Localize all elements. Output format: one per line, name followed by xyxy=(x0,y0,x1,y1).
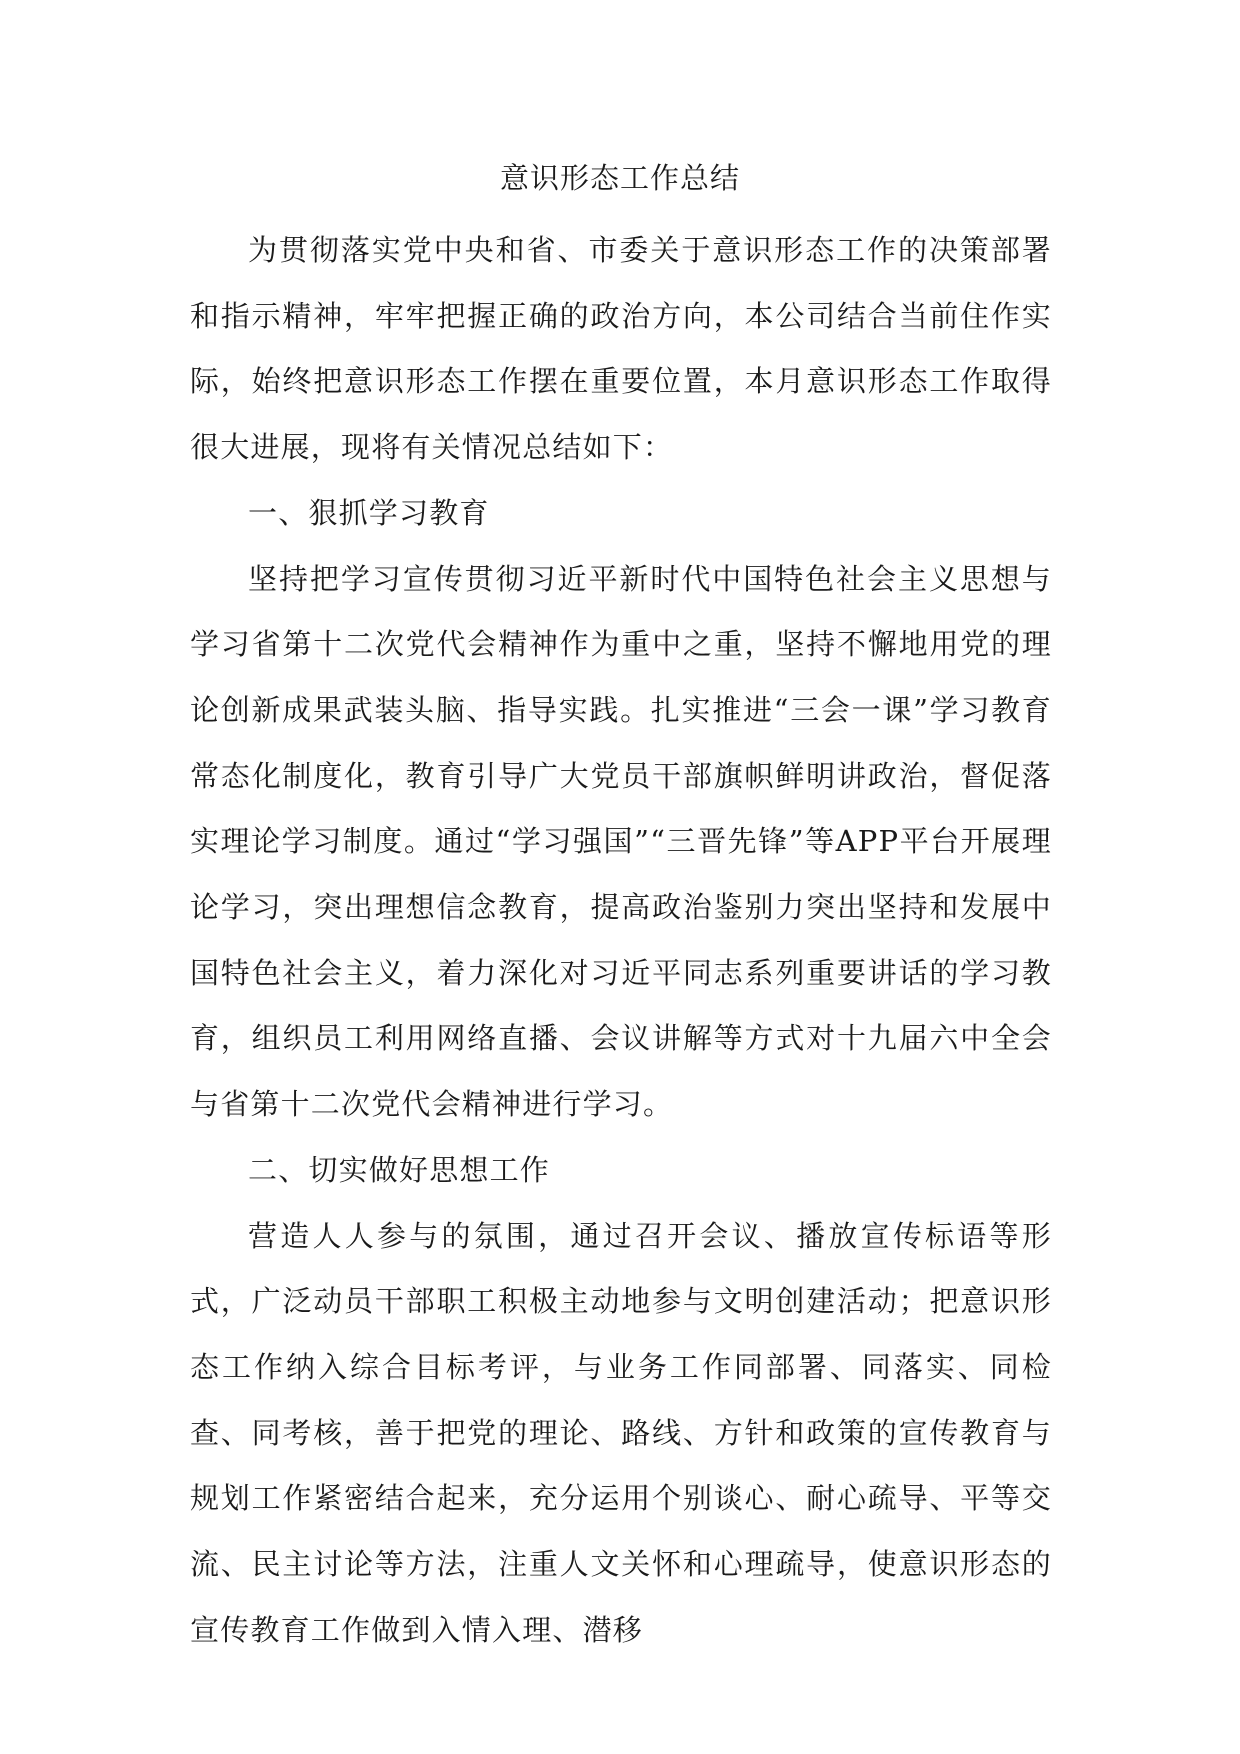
section-body-study-education: 坚持把学习宣传贯彻习近平新时代中国特色社会主义思想与学习省第十二次党代会精神作为重中之重，坚持不懈地用党的理论创新成果武装头脑、指导实践。扎实推进“三会一课”学习教育常态化制度化，教育引导广大党员干部旗帜鲜明讲政治，督促落实理论学习制度。通过“学习强国”“三晋先锋”等APP平台开展理论学习，突出理想信念教育，提高政治鉴别力突出坚持和发展中国特色社会主义，着力深化对习近平同志系列重要讲话的学习教育，组织员工利用网络直播、会议讲解等方式对十九届六中全会与省第十二次党代会精神进行学习。 xyxy=(190,561,1052,1122)
intro-paragraph: 为贯彻落实党中央和省、市委关于意识形态工作的决策部署和指示精神，牢牢把握正确的政治方向，本公司结合当前住作实际，始终把意识形态工作摆在重要位置，本月意识形态工作取得很大进展，现将有关情况总结如下： xyxy=(190,233,1052,465)
section-heading-ideological-work: 二、切实做好思想工作 xyxy=(248,1152,551,1187)
document-title: 意识形态工作总结 xyxy=(499,161,740,195)
document-body xyxy=(190,218,1052,1663)
section-body-ideological-work: 营造人人参与的氛围，通过召开会议、播放宣传标语等形式，广泛动员干部职工积极主动地参与文明创建活动；把意识形态工作纳入综合目标考评，与业务工作同部署、同落实、同检查、同考核，善于把党的理论、路线、方针和政策的宣传教育与规划工作紧密结合起来，充分运用个别谈心、耐心疏导、平等交流、民主讨论等方法，注重人文关怀和心理疏导，使意识形态的宣传教育工作做到入情入理、潜移 xyxy=(190,1218,1052,1647)
section-heading-study-education: 一、狠抓学习教育 xyxy=(248,495,490,530)
